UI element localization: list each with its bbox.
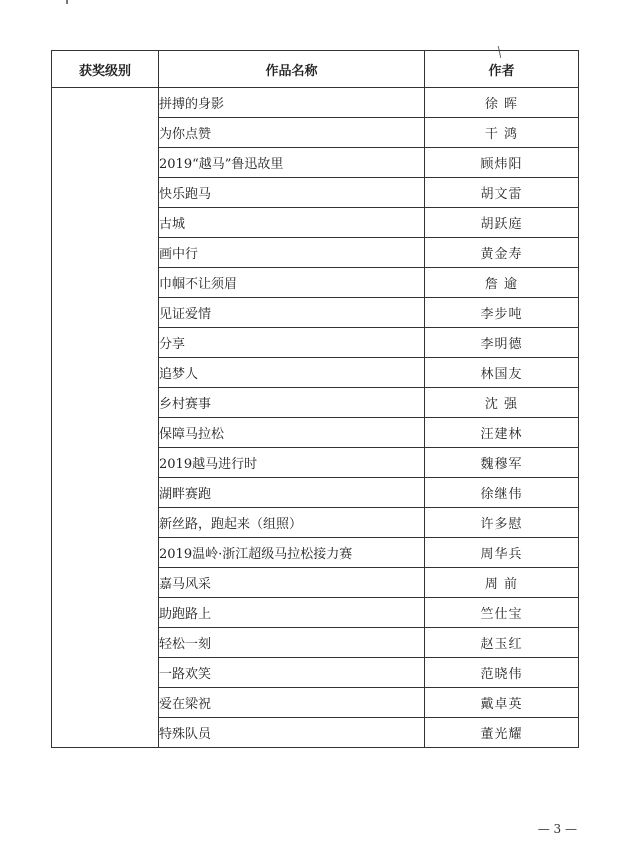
work-title-cell: 助跑路上 [159,598,425,628]
author-cell: 徐继伟 [425,478,579,508]
work-title-cell: 分享 [159,328,425,358]
author-cell: 赵玉红 [425,628,579,658]
author-cell: 胡文雷 [425,178,579,208]
author-cell: 李步吨 [425,298,579,328]
author-cell: 魏穆军 [425,448,579,478]
work-title-cell: 乡村赛事 [159,388,425,418]
author-cell: 黄金寿 [425,238,579,268]
author-cell: 周华兵 [425,538,579,568]
header-title: 作品名称 [159,51,425,88]
author-cell: 范晓伟 [425,658,579,688]
author-cell: 许多慰 [425,508,579,538]
work-title-cell: 2019“越马”鲁迅故里 [159,148,425,178]
work-title-cell: 巾帼不让须眉 [159,268,425,298]
award-level-cell [52,88,159,748]
author-cell: 沈 强 [425,388,579,418]
work-title-cell: 2019越马进行时 [159,448,425,478]
awards-table [51,50,579,748]
author-cell: 竺仕宝 [425,598,579,628]
work-title-cell: 一路欢笑 [159,658,425,688]
scan-mark [66,0,68,4]
table-header-row [52,51,579,88]
work-title-cell: 2019温岭·浙江超级马拉松接力赛 [159,538,425,568]
work-title-cell: 轻松一刻 [159,628,425,658]
author-cell: 李明德 [425,328,579,358]
work-title-cell: 新丝路，跑起来（组照） [159,508,425,538]
author-cell: 顾炜阳 [425,148,579,178]
author-cell: 林国友 [425,358,579,388]
author-cell: 董光耀 [425,718,579,748]
author-cell: 詹 逾 [425,268,579,298]
header-author: 作者 [425,51,579,88]
author-cell: 干 鸿 [425,118,579,148]
author-cell: 汪建林 [425,418,579,448]
table-body [52,88,579,748]
author-cell: 胡跃庭 [425,208,579,238]
work-title-cell: 画中行 [159,238,425,268]
page-number: — 3 — [537,822,577,836]
work-title-cell: 爱在梁祝 [159,688,425,718]
work-title-cell: 保障马拉松 [159,418,425,448]
work-title-cell: 快乐跑马 [159,178,425,208]
work-title-cell: 见证爱情 [159,298,425,328]
table-row [52,88,579,118]
author-cell: 戴卓英 [425,688,579,718]
work-title-cell: 为你点赞 [159,118,425,148]
work-title-cell: 特殊队员 [159,718,425,748]
work-title-cell: 古城 [159,208,425,238]
work-title-cell: 嘉马风采 [159,568,425,598]
work-title-cell: 追梦人 [159,358,425,388]
work-title-cell: 湖畔赛跑 [159,478,425,508]
work-title-cell: 拼搏的身影 [159,88,425,118]
author-cell: 周 前 [425,568,579,598]
header-level: 获奖级别 [52,51,159,88]
author-cell: 徐 晖 [425,88,579,118]
